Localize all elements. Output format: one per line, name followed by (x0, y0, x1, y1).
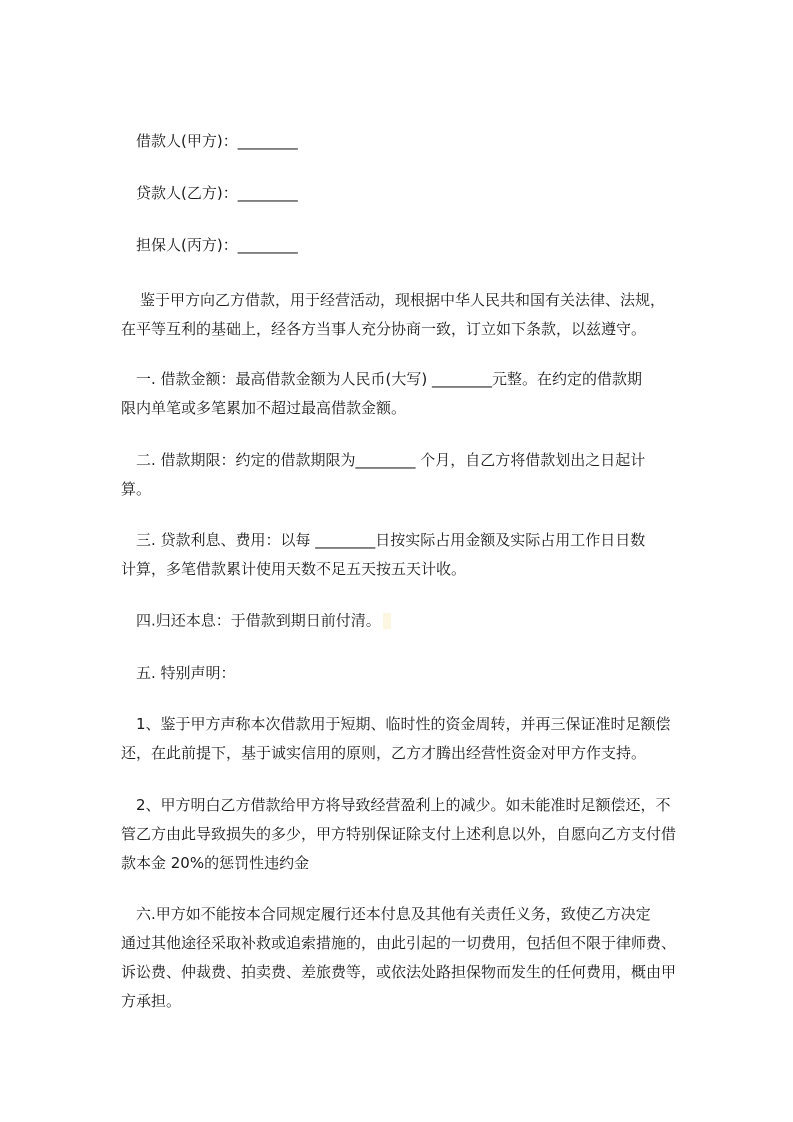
clause-2 (121, 451, 702, 511)
clause-6-line-3: 诉讼费、仲裁费、拍卖费、差旅费等，或依法处路担保物而发生的任何费用，概由甲 (121, 963, 677, 981)
clause-1 (121, 370, 702, 430)
clause-5-item-2-line-1: 2、甲方明白乙方借款给甲方将导致经营盈利上的减少。如未能准时足额偿还，不 (136, 796, 671, 814)
clause-5-item-1-line-1: 1、鉴于甲方声称本次借款用于短期、临时性的资金周转，并再三保证准时足额偿 (136, 715, 671, 733)
clause-3-line-2: 计算，多笔借款累计使用天数不足五天按五天计收。 (121, 560, 467, 578)
clause-6-line-2: 通过其他途径采取补救或追索措施的，由此引起的一切费用，包括但不限于律师费、 (121, 934, 677, 952)
preamble-line-1: 鉴于甲方向乙方借款，用于经营活动，现根据中华人民共和国有关法律、法规， (140, 291, 666, 309)
clause-5-item-2 (121, 796, 702, 885)
clause-5-title: 五. 特别声明： (136, 664, 236, 682)
clause-6-line-4: 方承担。 (121, 992, 182, 1010)
preamble (121, 291, 702, 351)
preamble-line-2: 在平等互利的基础上，经各方当事人充分协商一致，订立如下条款，以兹遵守。 (121, 320, 647, 338)
clause-3 (121, 531, 702, 591)
clause-3-line-1: 三. 贷款利息、费用：以每 ________日按实际占用金额及实际占用工作日日数 (136, 531, 646, 549)
clause-4-text: 四.归还本息：于借款到期日前付清。 (136, 611, 381, 630)
clause-6 (121, 905, 702, 1023)
clause-1-line-1: 一. 借款金额：最高借款金额为人民币(大写) ________元整。在约定的借款期 (136, 370, 643, 388)
clause-5-item-2-line-2: 管乙方由此导致损失的多少，甲方特别保证除支付上述利息以外，自愿向乙方支付借 (121, 825, 677, 843)
text-highlight-mark (383, 613, 391, 629)
lender-line: 贷款人(乙方)：________ (136, 184, 298, 202)
clause-2-line-2: 算。 (121, 480, 152, 498)
clause-4 (136, 613, 391, 629)
clause-5-item-1-line-2: 还，在此前提下，基于诚实信用的原则，乙方才腾出经营性资金对甲方作支持。 (121, 744, 647, 762)
clause-6-line-1: 六.甲方如不能按本合同规定履行还本付息及其他有关责任义务，致使乙方决定 (136, 905, 651, 923)
clause-5-item-1 (121, 715, 702, 775)
borrower-line: 借款人(甲方)：________ (136, 132, 298, 150)
clause-5-item-2-line-3: 款本金 20%的惩罚性违约金 (121, 854, 310, 872)
clause-2-line-1: 二. 借款期限：约定的借款期限为________ 个月，自乙方将借款划出之日起计 (136, 451, 646, 469)
clause-1-line-2: 限内单笔或多笔累加不超过最高借款金额。 (121, 399, 407, 417)
guarantor-line: 担保人(丙方)：________ (136, 236, 298, 254)
